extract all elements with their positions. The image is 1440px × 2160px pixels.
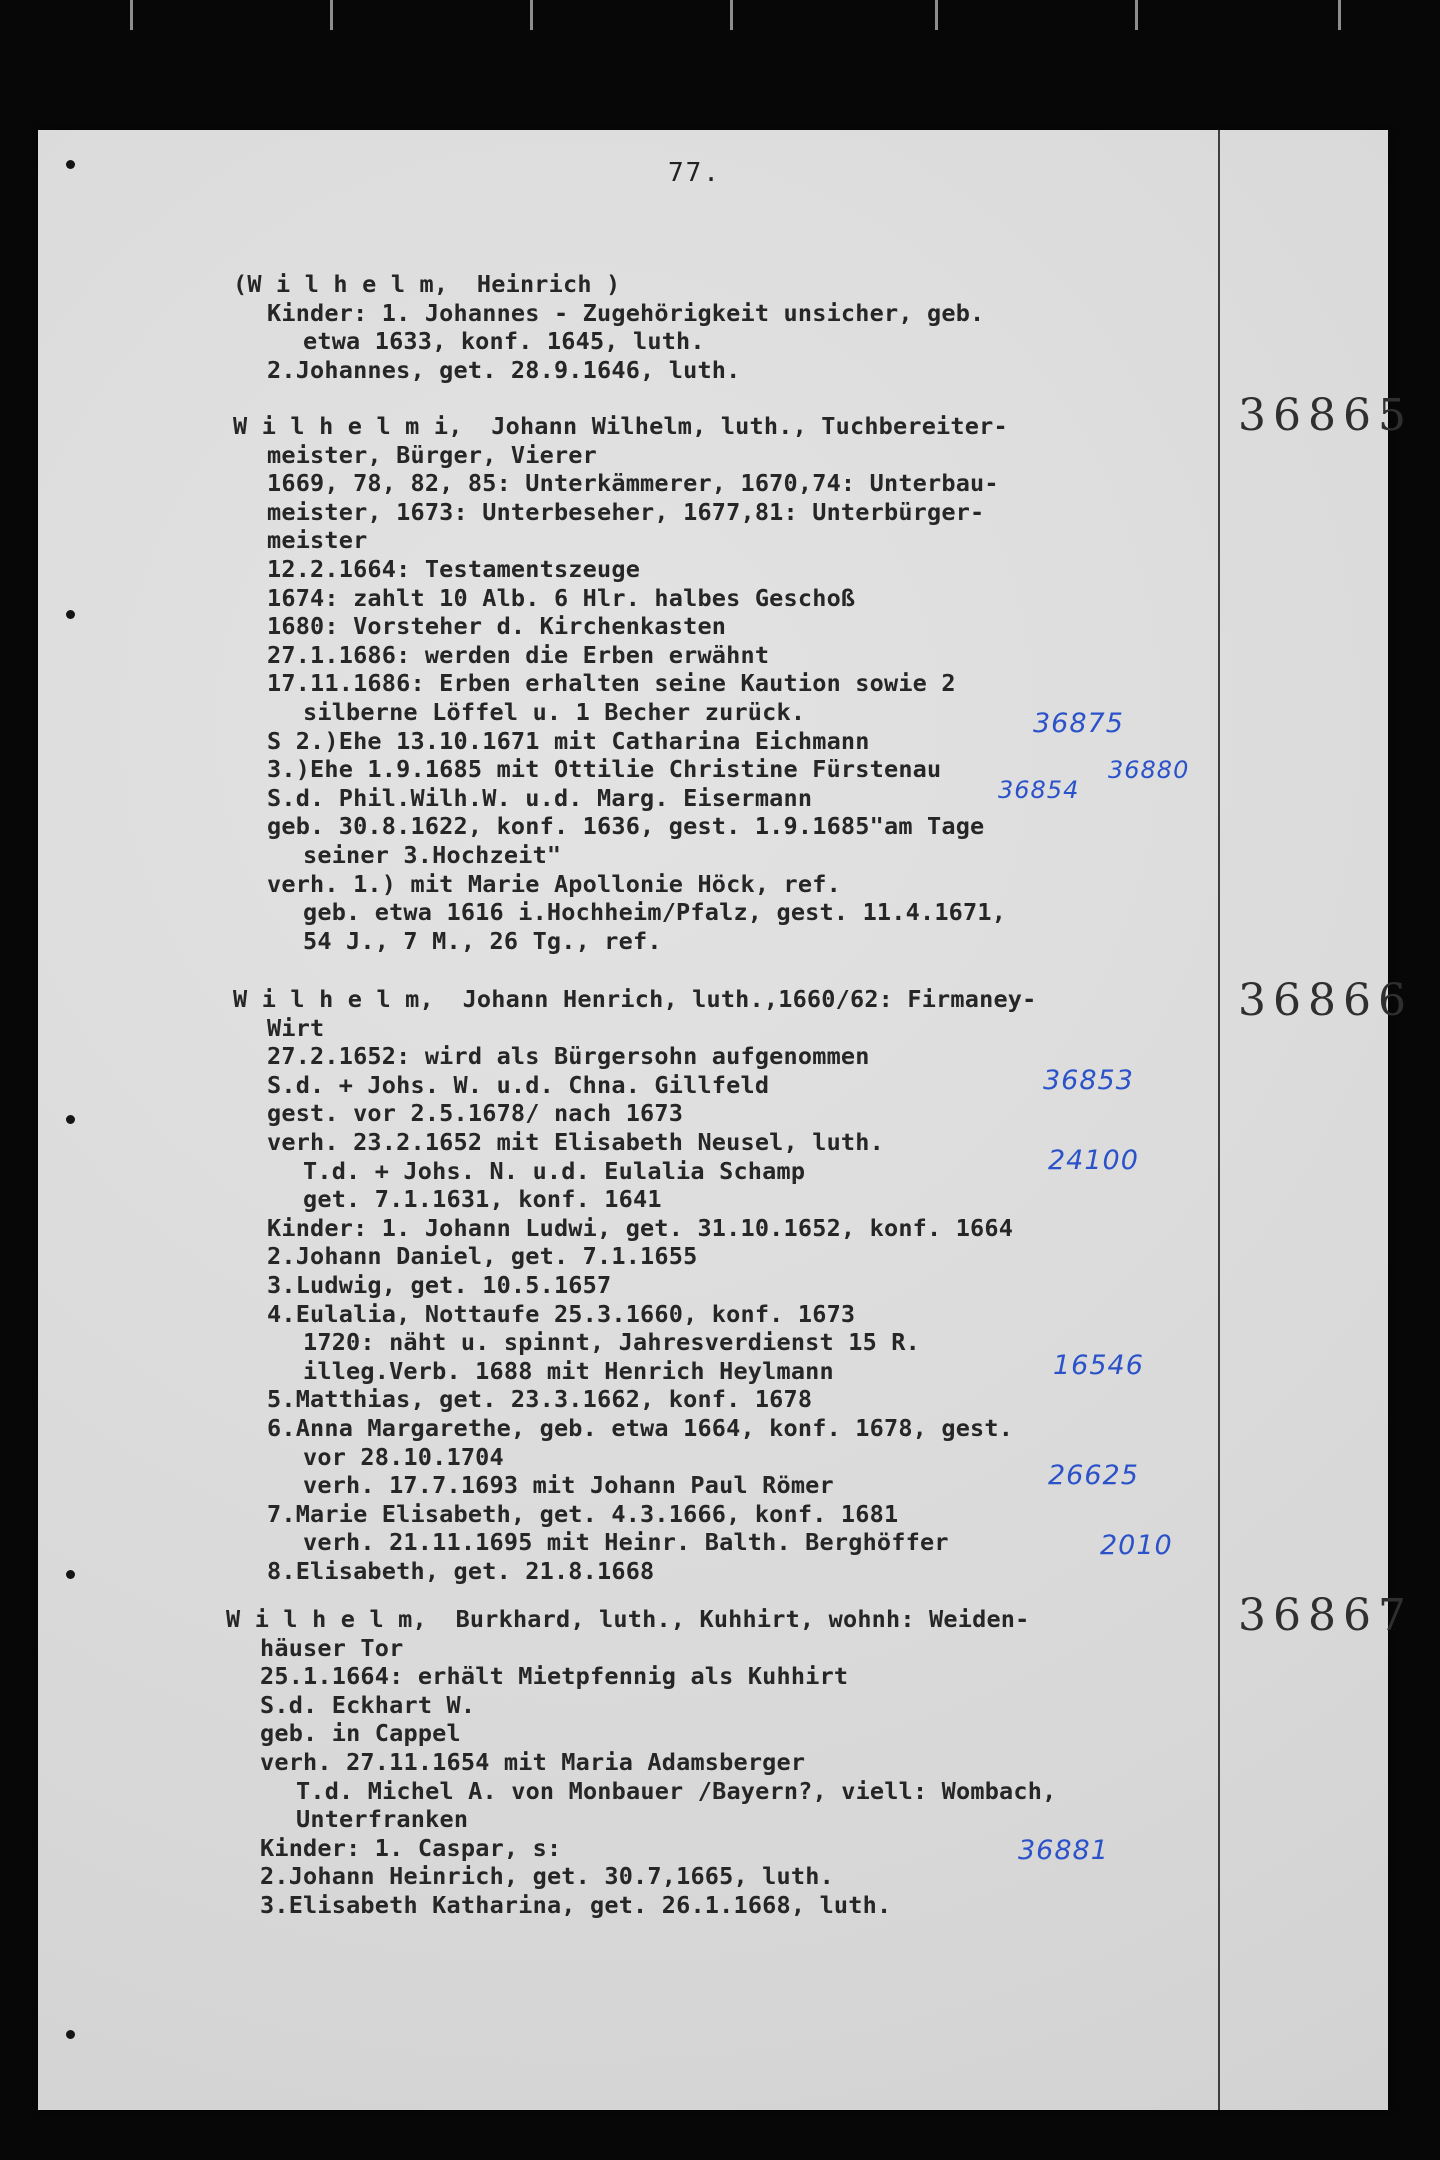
entry-line: 12.2.1664: Testamentszeuge [267,554,641,583]
entry-line: 2.Johann Heinrich, get. 30.7,1665, luth. [260,1862,834,1891]
handwritten-reference: 36875 [1033,708,1124,739]
entry-line: geb. etwa 1616 i.Hochheim/Pfalz, gest. 11.4.1671, [303,898,1007,927]
entry-line: 1720: näht u. spinnt, Jahresverdienst 15 R. [303,1328,920,1357]
entry-line: S 2.)Ehe 13.10.1671 mit Catharina Eichmann [267,726,870,755]
entry-line: T.d. Michel A. von Monbauer /Bayern?, viell: Wombach, [296,1776,1057,1805]
scanner-tick [130,0,133,30]
entry-line: meister, 1673: Unterbeseher, 1677,81: Unterbürger- [267,497,985,526]
entry-line: Kinder: 1. Johannes - Zugehörigkeit unsicher, geb. [267,298,985,327]
entry-line: 8.Elisabeth, get. 21.8.1668 [267,1556,655,1585]
index-card-page [38,130,1413,2110]
entry-line: 1669, 78, 82, 85: Unterkämmerer, 1670,74: Unterbau- [267,469,999,498]
punch-hole [66,1115,75,1124]
entry-heading: W i l h e l m, Johann Henrich, luth.,1660/62: Firmaney- [233,985,1037,1013]
entry-heading: W i l h e l m i, Johann Wilhelm, luth., Tuchbereiter- [233,412,1008,440]
entry-line: S.d. Eckhart W. [260,1690,476,1719]
entry-heading [233,270,1233,299]
entry-line: Kinder: 1. Johann Ludwi, get. 31.10.1652, konf. 1664 [267,1213,1014,1242]
entry-line: vor 28.10.1704 [303,1442,504,1471]
entry-line: get. 7.1.1631, konf. 1641 [303,1185,662,1214]
record-number: 36865 [1238,390,1413,441]
entry-line: geb. 30.8.1622, konf. 1636, gest. 1.9.1685"am Tage [267,812,985,841]
entry-heading: W i l h e l m, Burkhard, luth., Kuhhirt, wohnh: Weiden- [226,1605,1030,1633]
entry-line: S.d. Phil.Wilh.W. u.d. Marg. Eisermann [267,783,813,812]
entry-line: 17.11.1686: Erben erhalten seine Kaution sowie 2 [267,669,956,698]
punch-hole [66,1570,75,1579]
entry-line: gest. vor 2.5.1678/ nach 1673 [267,1099,684,1128]
entry-line: 3.)Ehe 1.9.1685 mit Ottilie Christine Fürstenau [267,755,942,784]
entry-line: Wirt [267,1013,325,1042]
entry-line: 5.Matthias, get. 23.3.1662, konf. 1678 [267,1385,813,1414]
entry-line: seiner 3.Hochzeit" [303,840,562,869]
entry-line: T.d. + Johs. N. u.d. Eulalia Schamp [303,1156,806,1185]
entry-line: 27.1.1686: werden die Erben erwähnt [267,640,770,669]
punch-hole [66,610,75,619]
entry-line: verh. 17.7.1693 mit Johann Paul Römer [303,1471,834,1500]
entry-line: meister [267,526,368,555]
scanner-tick [530,0,533,30]
entry-line: Kinder: 1. Caspar, s: [260,1833,562,1862]
handwritten-reference: 36854 [998,776,1080,804]
entry-line: 3.Ludwig, get. 10.5.1657 [267,1270,612,1299]
scanner-tick [730,0,733,30]
entry-line: 2.Johannes, get. 28.9.1646, luth. [267,355,741,384]
entry-line: häuser Tor [260,1633,404,1662]
entry-line: 3.Elisabeth Katharina, get. 26.1.1668, luth. [260,1890,892,1919]
entry-line: 7.Marie Elisabeth, get. 4.3.1666, konf. 1681 [267,1499,899,1528]
entry-line: verh. 1.) mit Marie Apollonie Höck, ref. [267,869,841,898]
entry-line: meister, Bürger, Vierer [267,440,598,469]
entry-line: verh. 23.2.1652 mit Elisabeth Neusel, luth. [267,1127,884,1156]
entry-line: 1674: zahlt 10 Alb. 6 Hlr. halbes Geschoß [267,583,856,612]
genealogy-entry [233,412,1233,955]
handwritten-reference: 24100 [1048,1145,1139,1176]
punch-hole [66,2030,75,2039]
entry-line: 25.1.1664: erhält Mietpfennig als Kuhhirt [260,1662,849,1691]
entry-line: Unterfranken [296,1805,469,1834]
scanner-strip [0,0,1440,30]
entry-line: 1680: Vorsteher d. Kirchenkasten [267,612,727,641]
scanner-tick [330,0,333,30]
entry-line: 27.2.1652: wird als Bürgersohn aufgenommen [267,1042,870,1071]
entry-line: 2.Johann Daniel, get. 7.1.1655 [267,1242,698,1271]
genealogy-entry [226,1605,1226,1920]
handwritten-reference: 36880 [1108,756,1190,784]
entry-line: 6.Anna Margarethe, geb. etwa 1664, konf. 1678, gest. [267,1413,1014,1442]
handwritten-reference: 36853 [1043,1065,1134,1096]
entry-heading-text: (W i l h e l m, Heinrich ) [233,270,621,298]
entry-line: silberne Löffel u. 1 Becher zurück. [303,697,806,726]
scanner-tick [1338,0,1341,30]
punch-hole [66,160,75,169]
entry-line: verh. 21.11.1695 mit Heinr. Balth. Berghöffer [303,1528,949,1557]
entry-line: S.d. + Johs. W. u.d. Chna. Gillfeld [267,1070,770,1099]
entry-line: etwa 1633, konf. 1645, luth. [303,327,705,356]
scanner-tick [935,0,938,30]
handwritten-reference: 26625 [1048,1460,1139,1491]
record-number: 36867 [1238,1590,1413,1641]
entry-line: verh. 27.11.1654 mit Maria Adamsberger [260,1747,806,1776]
entry-line: 54 J., 7 M., 26 Tg., ref. [303,926,662,955]
page-number: 77. [668,158,721,188]
record-number: 36866 [1238,975,1413,1026]
scanner-tick [1135,0,1138,30]
genealogy-entry [233,270,1233,384]
entry-line: illeg.Verb. 1688 mit Henrich Heylmann [303,1356,834,1385]
handwritten-reference: 2010 [1100,1530,1173,1561]
entry-line: 4.Eulalia, Nottaufe 25.3.1660, konf. 1673 [267,1299,856,1328]
handwritten-reference: 16546 [1053,1350,1144,1381]
entry-line: geb. in Cappel [260,1719,461,1748]
handwritten-reference: 36881 [1018,1835,1109,1866]
